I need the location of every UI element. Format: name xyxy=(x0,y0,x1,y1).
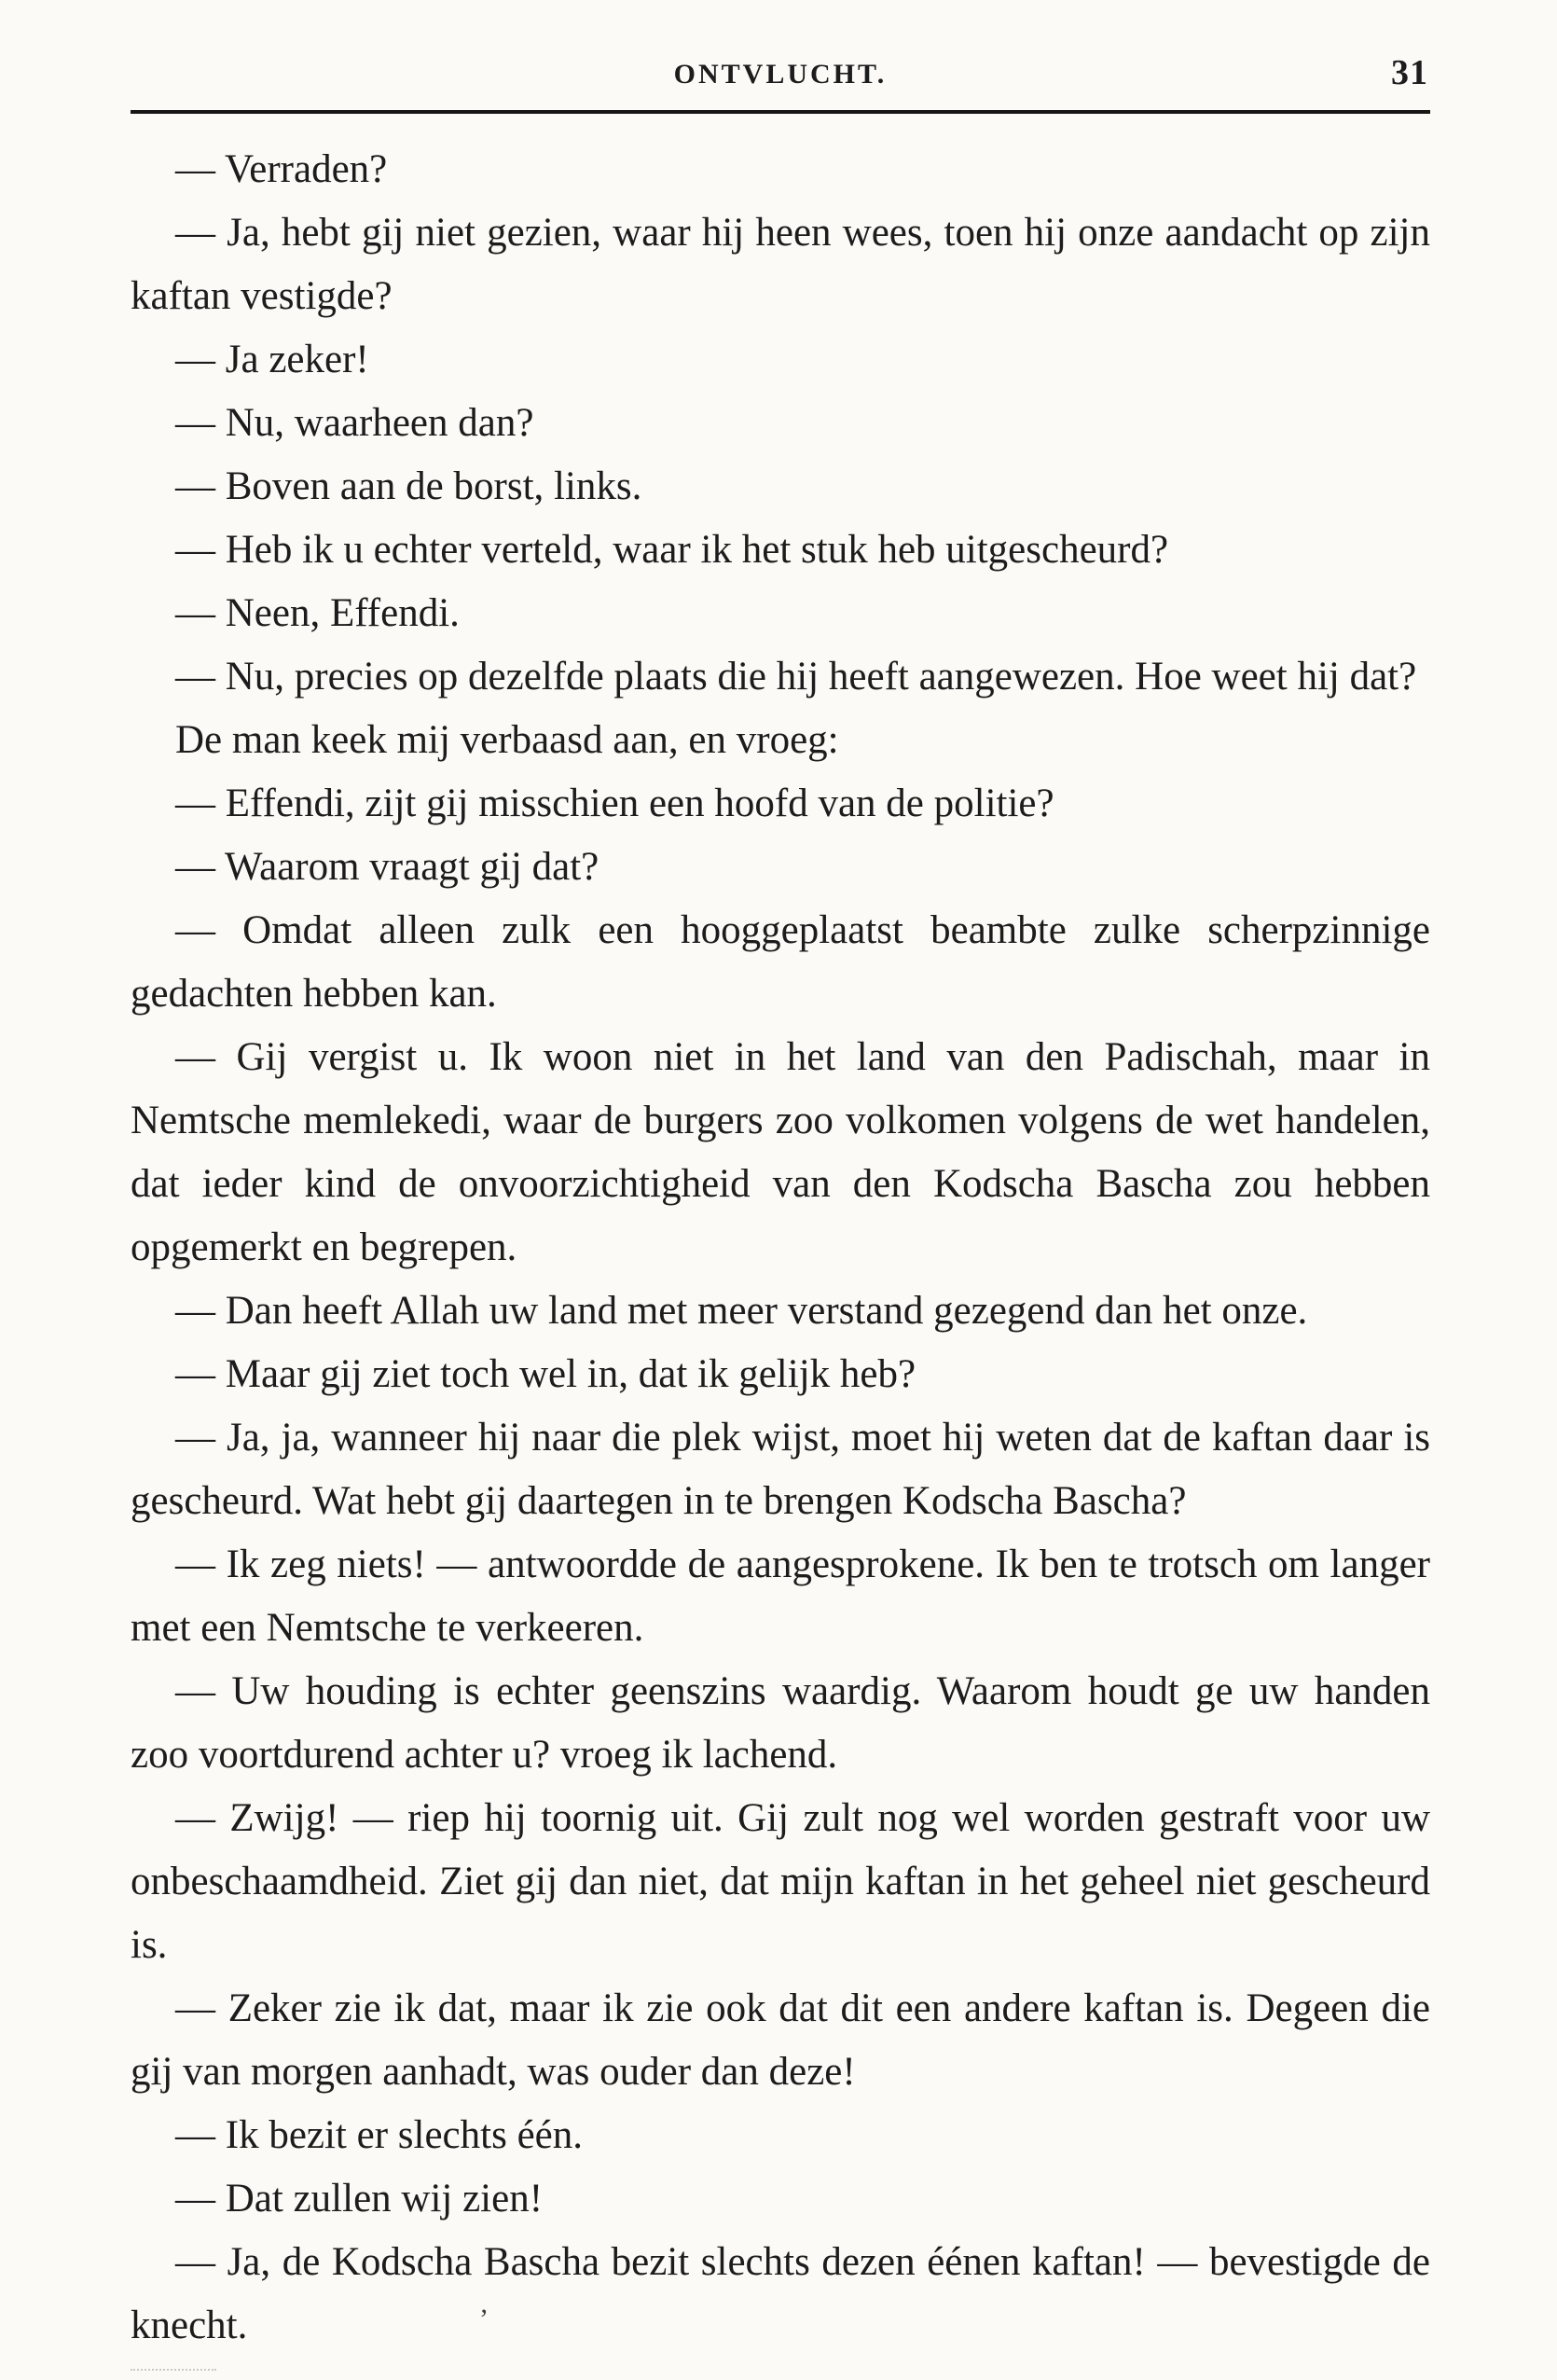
page-number: 31 xyxy=(1391,53,1428,92)
paragraph: — Waarom vraagt gij dat? xyxy=(175,845,599,889)
page-header xyxy=(131,52,1430,95)
scan-artifact-line xyxy=(131,2369,216,2371)
paragraph: — Dan heeft Allah uw land met meer verstand gezegend dan het onze. xyxy=(175,1289,1308,1333)
paragraph: — Gij vergist u. Ik woon niet in het land van den Padischah, maar in Nemtsche memlekedi, waar de burgers zoo volkomen volgens de wet handelen, dat ieder kind de onvoorzichtigheid van den Kodscha Bascha zou hebben opgemerkt en begrepen. xyxy=(131,1035,1430,1269)
paragraph: — Nu, precies op dezelfde plaats die hij heeft aangewezen. Hoe weet hij dat? xyxy=(175,655,1417,699)
paragraph: — Zwijg! — riep hij toornig uit. Gij zult nog wel worden gestraft voor uw onbeschaamdheid. Ziet gij dan niet, dat mijn kaftan in het geheel niet gescheurd is. xyxy=(131,1796,1430,1967)
ink-speck-mark: ’ xyxy=(479,2304,489,2334)
paragraph: — Zeker zie ik dat, maar ik zie ook dat dit een andere kaftan is. Degeen die gij van morgen aanhadt, was ouder dan deze! xyxy=(131,1986,1430,2094)
paragraph: — Ja, hebt gij niet gezien, waar hij heen wees, toen hij onze aandacht op zijn kaftan vestigde? xyxy=(131,211,1430,318)
paragraph: — Maar gij ziet toch wel in, dat ik gelijk heb? xyxy=(175,1352,916,1396)
paragraph: — Ik zeg niets! — antwoordde de aangesprokene. Ik ben te trotsch om langer met een Nemtsche te verkeeren. xyxy=(131,1543,1430,1650)
paragraph: — Dat zullen wij zien! xyxy=(175,2177,544,2221)
paragraph: — Ja, ja, wanneer hij naar die plek wijst, moet hij weten dat de kaftan daar is gescheurd. Wat hebt gij daartegen in te brengen Kodscha Bascha? xyxy=(131,1416,1430,1523)
paragraph: — Boven aan de borst, links. xyxy=(175,464,642,508)
paragraph: — Uw houding is echter geenszins waardig. Waarom houdt ge uw handen zoo voortdurend achter u? vroeg ik lachend. xyxy=(131,1669,1430,1777)
paragraph: — Ja zeker! xyxy=(175,338,369,381)
paragraph: — Ja, de Kodscha Bascha bezit slechts dezen éénen kaftan! — bevestigde de knecht. xyxy=(131,2240,1430,2347)
paragraph: De man keek mij verbaasd aan, en vroeg: xyxy=(175,718,839,762)
paragraph: — Ik bezit er slechts één. xyxy=(175,2113,583,2157)
paragraph: — Heb ik u echter verteld, waar ik het stuk heb uitgescheurd? xyxy=(175,528,1169,572)
header-rule xyxy=(131,110,1430,114)
paragraph: — Omdat alleen zulk een hooggeplaatst beambte zulke scherpzinnige gedachten hebben kan. xyxy=(131,908,1430,1016)
paragraph: — Verraden? xyxy=(175,147,388,191)
paragraph: — Neen, Effendi. xyxy=(175,591,460,635)
paragraph: — Effendi, zijt gij misschien een hoofd van de politie? xyxy=(175,782,1054,825)
page-body xyxy=(131,138,1430,2358)
paragraph: — Nu, waarheen dan? xyxy=(175,401,534,445)
running-title: ONTVLUCHT. xyxy=(673,59,888,90)
